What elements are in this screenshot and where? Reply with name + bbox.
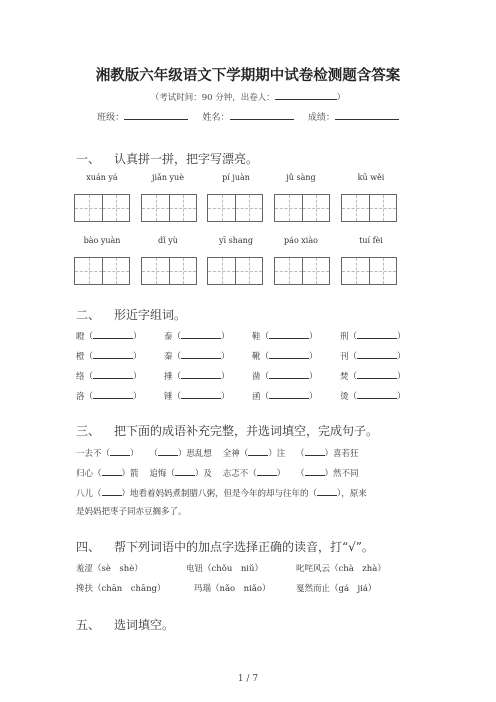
- answer-blank[interactable]: [93, 390, 133, 399]
- answer-blank[interactable]: [357, 370, 397, 379]
- writing-grid[interactable]: [341, 257, 397, 285]
- answer-blank[interactable]: [181, 350, 221, 359]
- writing-grid[interactable]: [74, 194, 130, 222]
- pinyin: páo xiào: [284, 236, 318, 245]
- pronunciation-item[interactable]: 搀扶（chān chāng）: [76, 584, 166, 594]
- student-info: [0, 110, 496, 123]
- pinyin: tuí fèi: [359, 236, 383, 245]
- score-blank: [335, 110, 399, 120]
- page-title: 湘教版六年级语文下学期期中试卷检测题含答案: [95, 68, 401, 84]
- pronunciation-item[interactable]: 戛然而止（gá jiá）: [296, 584, 377, 594]
- exam-meta-prefix: （考试时间：90 分钟，出卷人：: [150, 93, 275, 103]
- word-row: 橙（ ） 秦（ ） 靴（ ） 刊（ ）: [76, 352, 406, 362]
- writing-grid[interactable]: [341, 194, 397, 222]
- writing-grid[interactable]: [207, 257, 263, 285]
- sentence-line: 八儿（ ）地看着妈妈煮制腊八粥，但是今年的却与往年的（ ），原来: [76, 489, 367, 499]
- answer-blank[interactable]: [175, 467, 195, 476]
- name-blank: [230, 110, 294, 120]
- page-number: 1 / 7: [237, 674, 259, 684]
- sentence-line-2: 是妈妈把枣子同赤豆搁多了。: [76, 507, 187, 517]
- answer-blank[interactable]: [181, 330, 221, 339]
- answer-blank[interactable]: [269, 330, 309, 339]
- pronunciation-item[interactable]: 玛瑙（nǎo niǎo）: [194, 584, 271, 594]
- section-5-heading: 五、 选词填空。: [76, 618, 175, 632]
- name-label: 姓名：: [202, 113, 230, 123]
- section-2-heading: 二、 形近字组词。: [76, 308, 187, 322]
- pronunciation-line-1: [76, 562, 386, 574]
- answer-blank[interactable]: [305, 467, 325, 476]
- answer-blank[interactable]: [181, 370, 221, 379]
- pronunciation-line-2: [76, 582, 376, 594]
- answer-blank[interactable]: [357, 390, 397, 399]
- pinyin: bào yuàn: [83, 236, 121, 245]
- pinyin: dǐ yù: [158, 236, 178, 245]
- answer-blank[interactable]: [181, 390, 221, 399]
- pronunciation-item[interactable]: 电钮（chǒu niǔ）: [186, 564, 263, 574]
- writing-grid[interactable]: [141, 257, 197, 285]
- section-4-heading: 四、 帮下列词语中的加点字选择正确的读音，打“√”。: [76, 540, 374, 554]
- answer-blank[interactable]: [248, 447, 268, 456]
- answer-blank[interactable]: [158, 447, 178, 456]
- exam-meta-suffix: ）: [336, 93, 346, 103]
- answer-blank[interactable]: [102, 467, 122, 476]
- word-row: 瞪（ ） 泰（ ） 鞋（ ） 刑（ ）: [76, 332, 406, 342]
- answer-blank[interactable]: [357, 350, 397, 359]
- pinyin: pí juàn: [222, 173, 250, 182]
- answer-blank[interactable]: [102, 487, 122, 496]
- author-blank: [275, 90, 337, 100]
- pinyin: jǔ sàng: [286, 173, 316, 182]
- section-1-heading: 一、 认真拼一拼，把字写漂亮。: [76, 152, 259, 166]
- answer-blank[interactable]: [269, 370, 309, 379]
- writing-grid[interactable]: [274, 257, 330, 285]
- word-row: 络（ ） 捶（ ） 凿（ ） 焚（ ）: [76, 372, 406, 382]
- idiom-line-1: 一去不（ ） （ ）思乱想 全神（ ）注 （ ）喜若狂: [76, 449, 359, 459]
- answer-blank[interactable]: [93, 350, 133, 359]
- answer-blank[interactable]: [257, 467, 277, 476]
- class-blank: [124, 110, 188, 120]
- pronunciation-item[interactable]: 羞涩（sè shè）: [76, 564, 143, 574]
- pinyin: jiǎn yuè: [152, 173, 184, 182]
- pinyin: xuán yá: [86, 173, 118, 182]
- answer-blank[interactable]: [269, 390, 309, 399]
- score-label: 成绩：: [307, 113, 335, 123]
- writing-grid[interactable]: [141, 194, 197, 222]
- exam-meta: [0, 90, 496, 103]
- answer-blank[interactable]: [317, 487, 337, 496]
- class-label: 班级：: [97, 113, 125, 123]
- word-row: 洛（ ） 锤（ ） 函（ ） 烫（ ）: [76, 392, 406, 402]
- answer-blank[interactable]: [269, 350, 309, 359]
- writing-grid[interactable]: [207, 194, 263, 222]
- pronunciation-item[interactable]: 叱咤风云（chà zhà）: [296, 564, 386, 574]
- answer-blank[interactable]: [93, 330, 133, 339]
- answer-blank[interactable]: [110, 447, 130, 456]
- answer-blank[interactable]: [357, 330, 397, 339]
- pinyin: yī shang: [219, 236, 253, 245]
- pinyin: kū wěi: [357, 173, 385, 182]
- writing-grid[interactable]: [74, 257, 130, 285]
- section-3-heading: 三、 把下面的成语补充完整，并选词填空，完成句子。: [76, 424, 379, 438]
- writing-grid[interactable]: [274, 194, 330, 222]
- answer-blank[interactable]: [93, 370, 133, 379]
- idiom-line-2: 归心（ ）箭 追悔（ ）及 志忑不（ ） （ ）然不同: [76, 469, 359, 479]
- answer-blank[interactable]: [305, 447, 325, 456]
